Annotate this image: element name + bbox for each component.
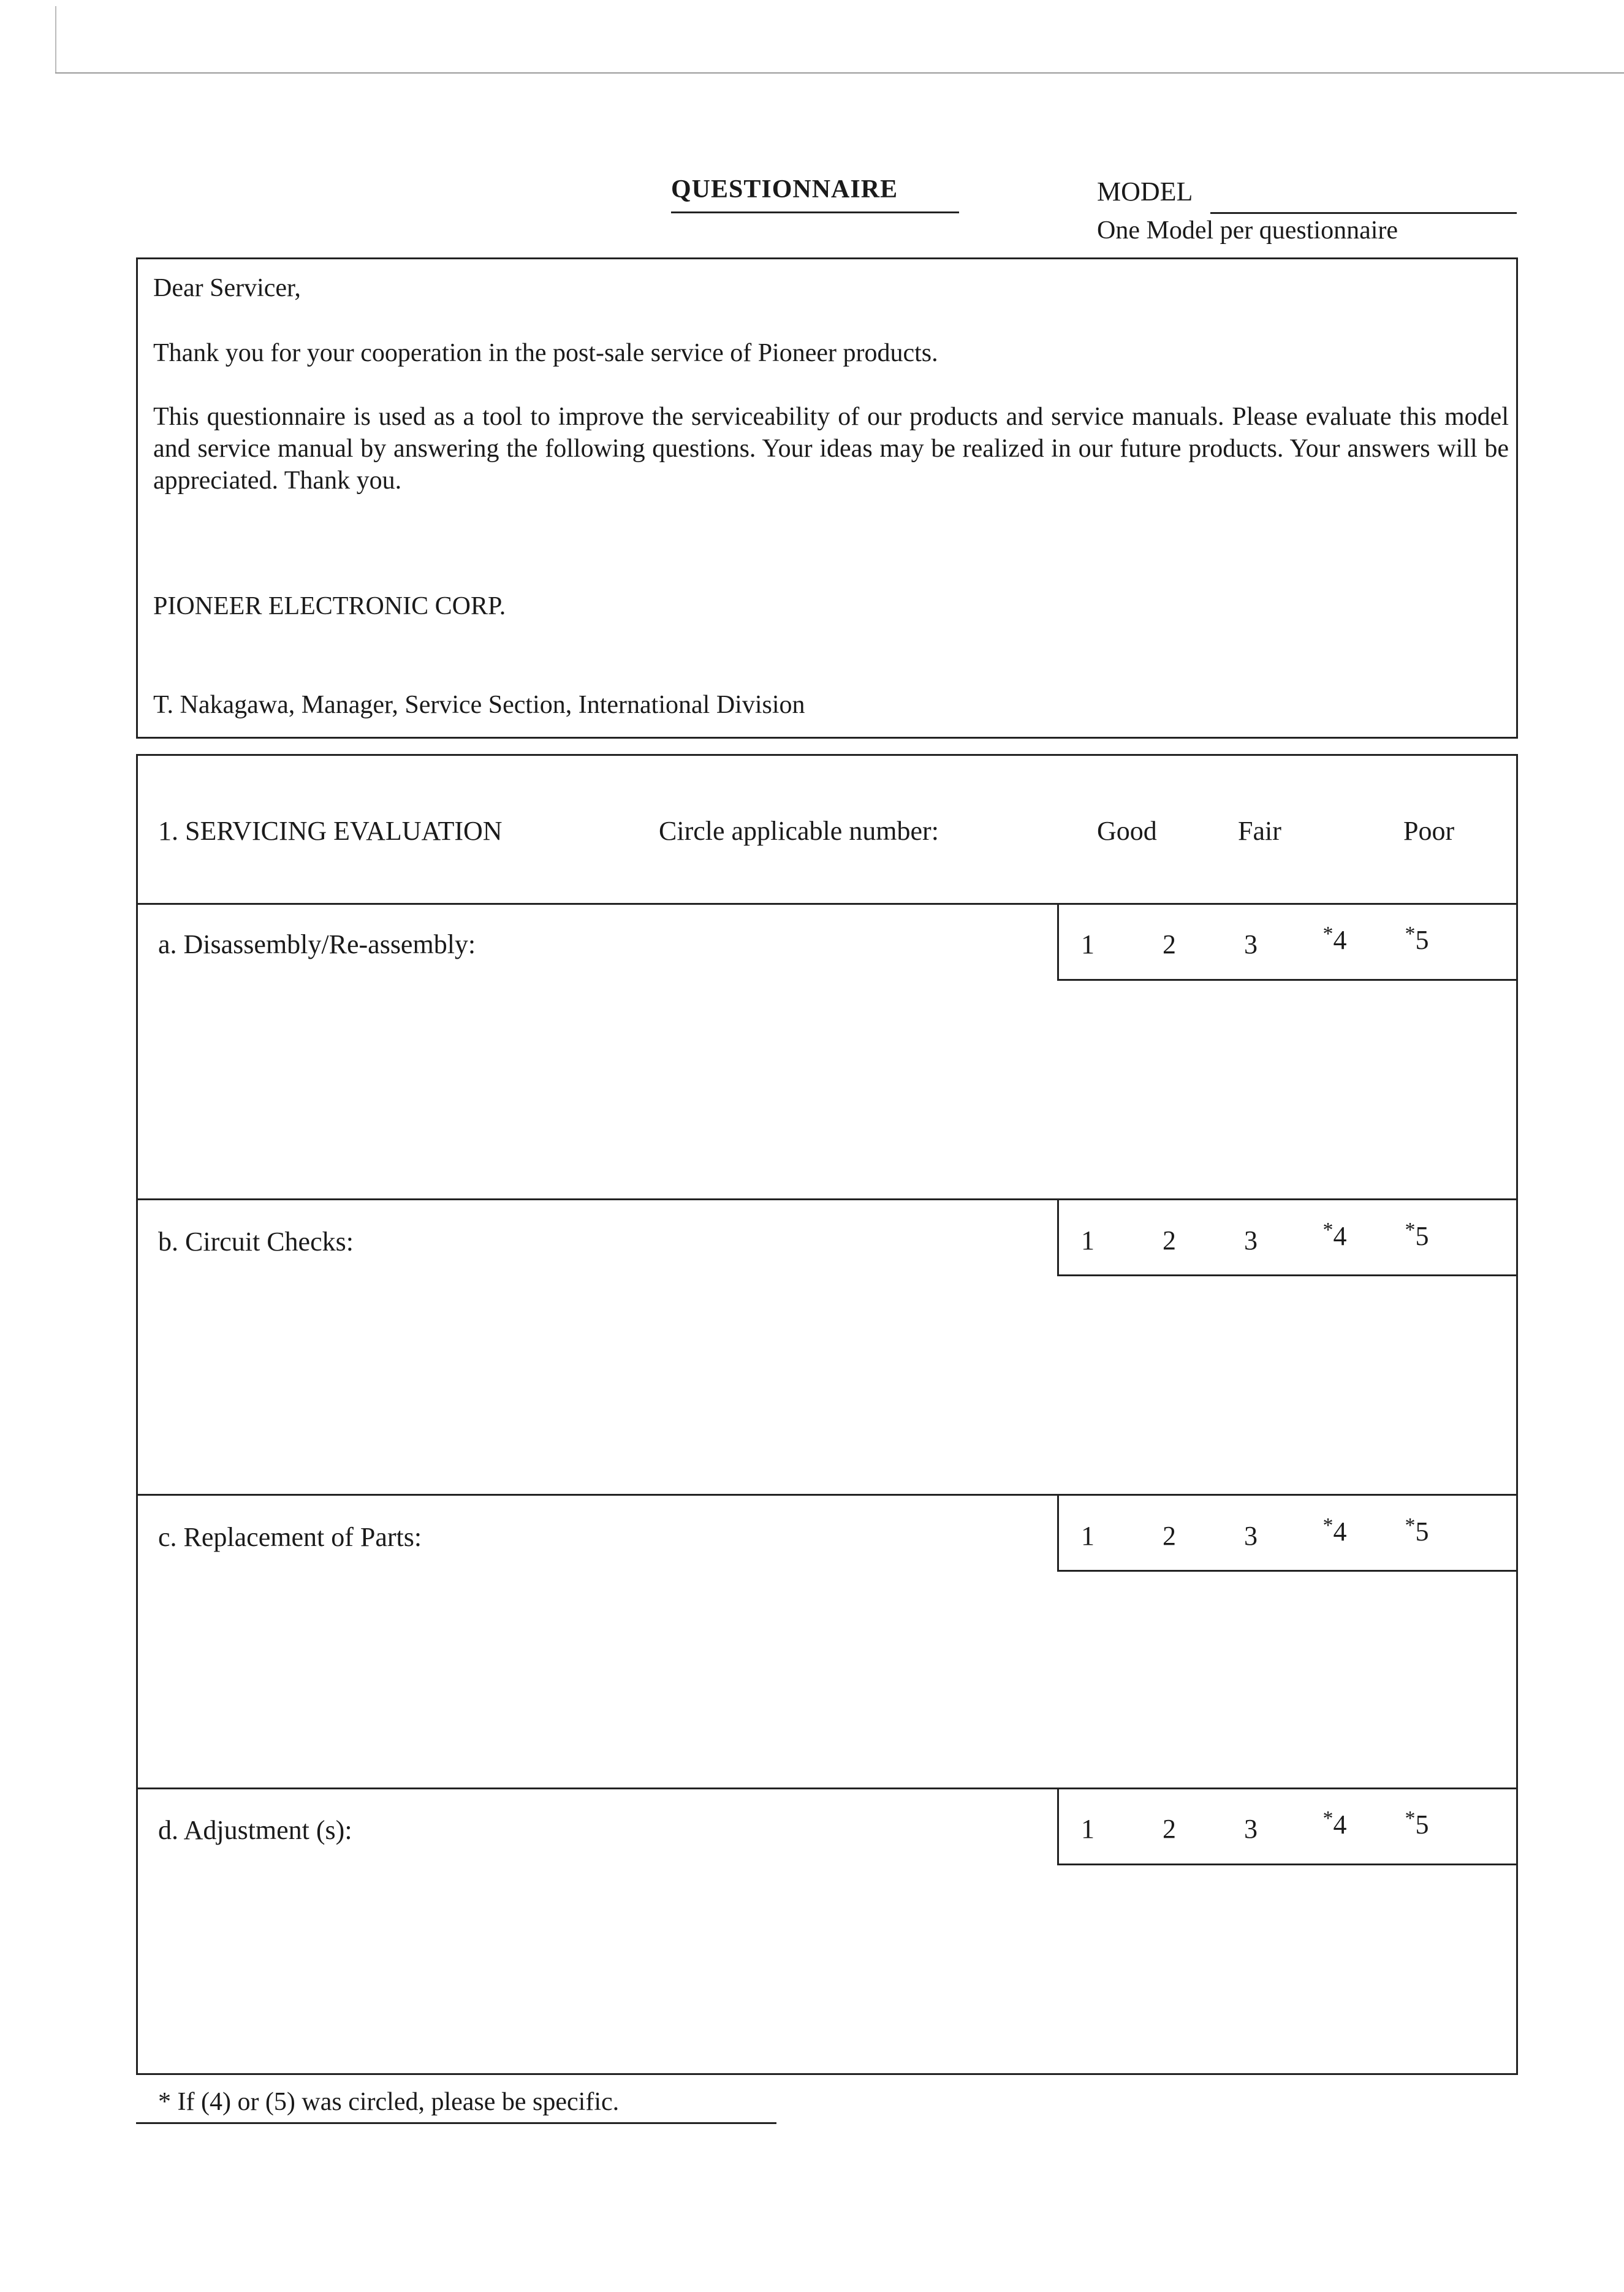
footnote: * If (4) or (5) was circled, please be specific. (158, 2088, 620, 2116)
rating-d-5[interactable]: *5 (1405, 1807, 1429, 1840)
title-underline (671, 211, 959, 213)
section-title: 1. SERVICING EVALUATION (158, 816, 503, 846)
model-note: One Model per questionnaire (1097, 216, 1398, 245)
scan-edge-tick (55, 6, 56, 72)
salutation: Dear Servicer, (153, 274, 301, 302)
rating-d-4[interactable]: *4 (1322, 1807, 1347, 1840)
page-title: QUESTIONNAIRE (671, 175, 898, 204)
rating-box-c-left (1057, 1494, 1059, 1570)
rating-c-2[interactable]: 2 (1163, 1521, 1176, 1551)
rating-box-d-left (1057, 1788, 1059, 1864)
item-d-label: d. Adjustment (s): (158, 1815, 352, 1845)
rating-b-2[interactable]: 2 (1163, 1225, 1176, 1255)
letter-paragraph-1: Thank you for your cooperation in the post-sale service of Pioneer products. (153, 339, 938, 367)
rating-c-4[interactable]: *4 (1322, 1514, 1347, 1547)
item-b-label: b. Circuit Checks: (158, 1227, 354, 1257)
rating-box-b-left (1057, 1198, 1059, 1274)
footnote-underline (136, 2122, 776, 2124)
rating-c-5[interactable]: *5 (1405, 1514, 1429, 1547)
letter-paragraph-2: This questionnaire is used as a tool to improve the serviceability of our products and service manuals. Please evaluate this model and service manual by answering the following questions. Your ideas may be realized in our future products. Your answers will be appreciated. Thank you. (153, 403, 1509, 495)
scale-poor: Poor (1403, 816, 1455, 846)
rating-box-a-bottom (1057, 979, 1518, 981)
rating-b-1[interactable]: 1 (1081, 1225, 1095, 1255)
scan-edge-line (55, 72, 1624, 74)
rating-a-4[interactable]: *4 (1322, 923, 1347, 955)
rating-box-b-bottom (1057, 1274, 1518, 1276)
rating-a-3[interactable]: 3 (1244, 929, 1258, 959)
rating-box-c-bottom (1057, 1570, 1518, 1572)
rating-d-3[interactable]: 3 (1244, 1814, 1258, 1844)
item-a-label: a. Disassembly/Re-assembly: (158, 929, 476, 959)
rating-a-1[interactable]: 1 (1081, 929, 1095, 959)
rating-box-d-bottom (1057, 1864, 1518, 1865)
signature: T. Nakagawa, Manager, Service Section, International Division (153, 691, 805, 719)
instruction-text: Circle applicable number: (659, 816, 939, 846)
rating-d-1[interactable]: 1 (1081, 1814, 1095, 1844)
company-name: PIONEER ELECTRONIC CORP. (153, 592, 506, 620)
rating-b-4[interactable]: *4 (1322, 1219, 1347, 1251)
model-label: MODEL (1097, 177, 1193, 207)
row-c-divider (136, 1788, 1518, 1789)
letter-box (136, 257, 1518, 739)
header-divider (136, 903, 1518, 905)
rating-a-2[interactable]: 2 (1163, 929, 1176, 959)
rating-b-5[interactable]: *5 (1405, 1219, 1429, 1251)
model-field-line (1210, 212, 1517, 214)
rating-d-2[interactable]: 2 (1163, 1814, 1176, 1844)
row-a-divider (136, 1198, 1518, 1200)
rating-box-a-left (1057, 903, 1059, 979)
scale-good: Good (1097, 816, 1157, 846)
rating-b-3[interactable]: 3 (1244, 1225, 1258, 1255)
rating-c-3[interactable]: 3 (1244, 1521, 1258, 1551)
scale-fair: Fair (1238, 816, 1281, 846)
rating-c-1[interactable]: 1 (1081, 1521, 1095, 1551)
item-c-label: c. Replacement of Parts: (158, 1522, 422, 1552)
row-b-divider (136, 1494, 1518, 1496)
rating-a-5[interactable]: *5 (1405, 923, 1429, 955)
model-field[interactable] (1213, 176, 1517, 210)
